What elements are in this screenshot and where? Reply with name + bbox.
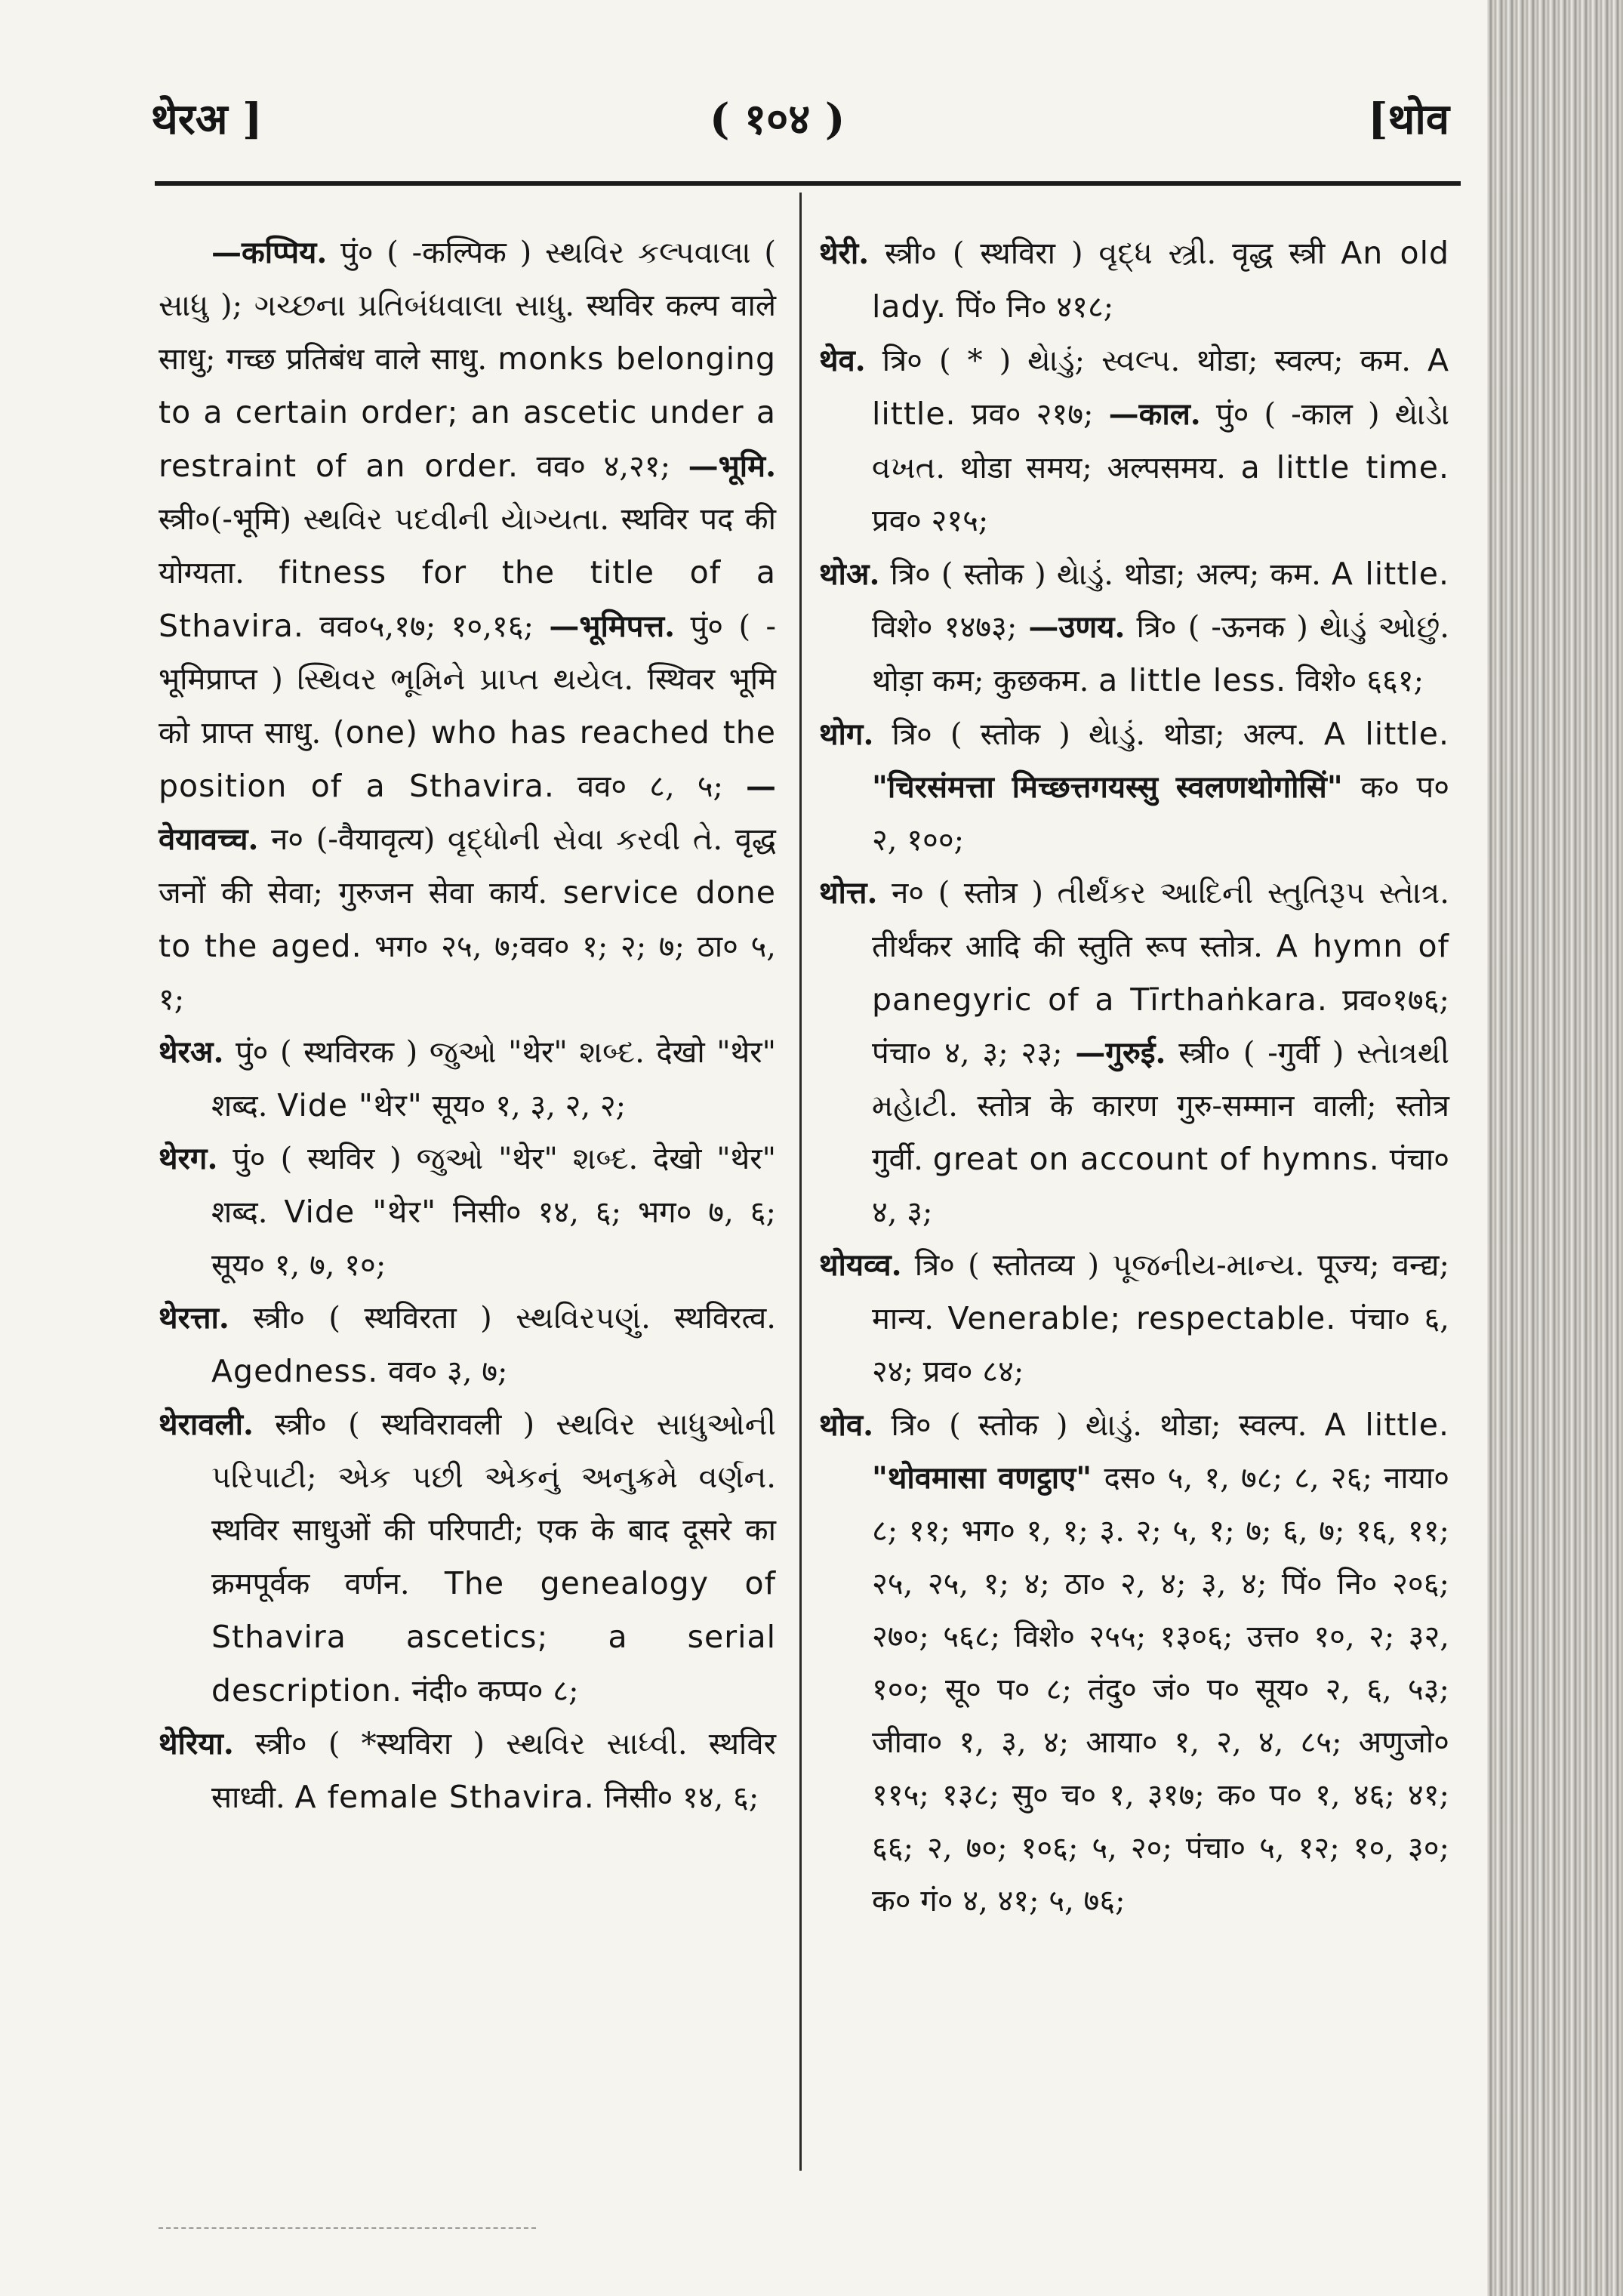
entry-references: विशे० १४७३; <box>872 610 1029 645</box>
sub-headword: —काल. <box>1108 396 1201 432</box>
entry-references: नंदी० कप्प० ८; <box>402 1674 579 1709</box>
entry-definition: त्रि० ( स्तोतव्य ) પૂજનીય-માન્ય. पूज्य; वन्द्य; मान्य. <box>872 1248 1449 1336</box>
entry-references: पिं० नि० ४१८; <box>947 290 1114 325</box>
dictionary-entry <box>819 867 1449 1239</box>
entry-headword: थोयव्व. <box>819 1247 902 1283</box>
sub-references: वव०५,१७; १०,१६; <box>303 609 550 644</box>
entry-english: Venerable; respectable. <box>947 1300 1337 1336</box>
sub-headword: —वेयावच्च. <box>159 769 776 857</box>
dictionary-entry <box>819 707 1449 867</box>
entry-references: प्रव०१७६; पंचा० ४, ३; २३; <box>872 983 1449 1071</box>
sub-definition: स्त्री०(-भूमि) સ્થવિર પદવીની યેાગ્યતા. स्थविर पद की योग्यता. <box>159 502 776 590</box>
entry-english: monks belonging to a certain order; an ascetic under a restraint of an order. <box>159 341 776 484</box>
entry-quotation: "थोवमासा वणट्ठाए" <box>872 1460 1104 1496</box>
entry-headword: थोग. <box>819 717 874 752</box>
entry-references: वव० ३, ७; <box>378 1354 508 1389</box>
column-divider <box>799 193 802 2171</box>
entry-references: दस० ५, १, ७८; ८, २६; नाया० ८; ११; भग० १, १; ३. २; ५, १; ७; ६, ७; १६, ११; २५, २५, १; ४; ठा० २, ४; ३, ४; पिं० नि० २०६; २७०; ५६८; विशे० २५५; १३०६; उत्त० १०, २; ३२, १००; सू० प० ८; तंदु० जं० प० सूय० २, ६, ५३; जीवा० १, ३, ४; आया० १, २, ४, ८५; अणुजो० ११५; १३८; सु० च० १, ३१७; क० प० १, ४६; ४१; ६६; २, ७०; १०६; ५, २०; पंचा० ५, १२; १०, ३०; क० गं० ४, ४१; ५, ७६; <box>872 1461 1449 1918</box>
sub-definition: न० (-वैयावृत्य) વૃદ્ધોની સેવા કરવી તે. वृद्ध जनों की सेवा; गुरुजन सेवा कार्य. <box>159 822 776 911</box>
entry-references: निसी० १४, ६; भग० ७, ६; सूय० १, ७, १०; <box>211 1195 776 1283</box>
sub-headword: —भूमि. <box>688 448 776 484</box>
entry-references: प्रव० २१७; <box>956 397 1109 432</box>
entry-headword: थेरिया. <box>159 1726 234 1761</box>
page-header <box>151 89 1449 165</box>
entry-headword: थेरत्ता. <box>159 1300 229 1336</box>
entry-english: A little. <box>872 342 1449 432</box>
entry-headword: थेव. <box>819 343 866 378</box>
entry-references: वव० ४,२१; <box>519 449 688 484</box>
entry-english: Agedness. <box>211 1353 379 1389</box>
left-column <box>159 227 776 1824</box>
sub-english: service done to the aged. <box>159 874 776 964</box>
entry-references: पंचा० ६, २४; प्रव० ८४; <box>872 1302 1449 1389</box>
header-left-guide-word: थेरअ ] <box>151 94 263 144</box>
entry-definition: स्त्री० ( स्थविरा ) વૃદ્ધ સ્ત્રી. वृद्ध स्त्री <box>869 236 1341 271</box>
book-spine-shadow <box>1487 0 1623 2296</box>
entry-references: क० प० २, १००; <box>872 770 1449 858</box>
entry-definition: स्त्री० ( स्थविरावली ) સ્થવિર સાધુઓની પરિપાટી; એક પછી એકનું અનુક્રમે વર્ણન. स्थविर साधुओं की परिपाटी; एक के बाद दूसरे का क्रमपूर्वक वर्णन. <box>211 1407 776 1601</box>
sub-english: a little less. <box>1098 662 1287 698</box>
entry-definition: न० ( स्तोत्र ) તીર્થંકર આદિની સ્તુતિરૂપ સ્તેાત્ર. तीर्थंकर आदि की स्तुति रूप स्तोत्र. <box>872 876 1449 964</box>
entry-headword: थेरी. <box>819 236 870 271</box>
entry-quotation: "चिरसंमत्ता मिच्छत्तगयस्सु स्वलणथोगोसिं" <box>872 769 1361 805</box>
dictionary-entry <box>159 1398 776 1718</box>
entry-headword: थेरावली. <box>159 1407 254 1442</box>
header-right-guide-word: [थोव <box>1368 94 1449 144</box>
entry-headword: थेरग. <box>159 1141 218 1176</box>
sub-references: प्रव० २१५; <box>872 504 989 538</box>
sub-english: a little time. <box>1240 449 1450 485</box>
entry-english: A hymn of panegyric of a Tīrthaṅkara. <box>872 928 1449 1018</box>
sub-headword: —भूमिपत्त. <box>549 609 676 644</box>
entry-english: A little. <box>1323 716 1449 752</box>
entry-definition: त्रि० ( स्तोक ) થેાડું. थोडा; अल्प. <box>873 717 1324 752</box>
entry-headword: थोव. <box>819 1407 874 1443</box>
sub-definition: पुं० ( -काल ) થેાડેા વખત. थोडा समय; अल्पसमय. <box>872 397 1449 485</box>
entry-definition: त्रि० ( स्तोक ) થેાડું. थोडा; स्वल्प. <box>873 1408 1325 1443</box>
entry-english: Vide "थेर" <box>284 1194 437 1230</box>
header-rule <box>155 181 1461 186</box>
sub-english: great on account of hymns. <box>932 1141 1380 1177</box>
entry-headword: थोत्त. <box>819 875 878 911</box>
entry-references: निसी० १४, ६; <box>594 1780 759 1815</box>
sub-references: वव० ८, ५; <box>554 769 746 804</box>
dictionary-entry <box>159 1026 776 1133</box>
entry-english: An old lady. <box>872 235 1449 325</box>
sub-definition: पुं० ( -भूमिप्राप्त ) સ્થિવર ભૂમિને પ્રાપ્ત થયેલ. स्थिवर भूमि को प्राप्त साधु. <box>159 609 776 750</box>
sub-definition: त्रि० ( -ऊनक ) થેાડું ઓછું. थोड़ा कम; कुछकम. <box>872 610 1449 698</box>
entry-definition: त्रि० ( स्तोक ) થેાડું. थोडा; अल्प; कम. <box>879 557 1332 592</box>
dictionary-entry <box>819 547 1449 707</box>
entry-definition: पुं० ( स्थविर ) જુઓ "थेर" શબ્દ. देखो "थेर" शब्द. <box>211 1142 776 1230</box>
entry-english: A little. <box>1324 1407 1449 1443</box>
dictionary-entry <box>159 227 776 1026</box>
entry-definition: त्रि० ( * ) થેાડું; સ્વલ્પ. थोडा; स्वल्प; कम. <box>865 344 1427 378</box>
sub-headword: —गुरुई. <box>1075 1035 1166 1071</box>
sub-references: भग० २५, ७;वव० १; २; ७; ठा० ५, १; <box>159 929 776 1017</box>
dictionary-entry <box>819 1239 1449 1398</box>
entry-english: The genealogy of Sthavira ascetics; a serial description. <box>211 1565 777 1709</box>
dictionary-entry <box>819 334 1449 547</box>
dictionary-entry <box>159 1133 776 1292</box>
entry-english: Vide "थेर" <box>277 1087 423 1123</box>
dictionary-entry <box>819 1398 1449 1928</box>
dictionary-entry <box>159 1718 776 1824</box>
sub-headword: —उणय. <box>1028 609 1126 645</box>
sub-references: विशे० ६६१; <box>1286 664 1424 698</box>
page-number: ( १०४ ) <box>710 94 845 144</box>
entry-definition: स्त्री० ( स्थविरता ) સ્થવિરપણું. स्थविरत्व. <box>229 1301 776 1336</box>
entry-english: A little. <box>1331 556 1449 592</box>
footer-dotted-line <box>159 2227 536 2230</box>
entry-headword: थेरअ. <box>159 1034 224 1070</box>
sub-definition: स्त्री० ( -गुर्वी ) સ્તેાત્રથી મહેાટી. स्तोत्र के कारण गुरु-सम्मान वाली; स्तोत्र गुर्वी. <box>872 1036 1450 1177</box>
sub-references: पंचा० ४, ३; <box>872 1142 1449 1230</box>
entry-references: सूय० १, ३, २, २; <box>422 1089 627 1123</box>
entry-headword: थोअ. <box>819 556 880 592</box>
right-column <box>819 227 1449 1928</box>
dictionary-entry <box>159 1292 776 1398</box>
sub-english: (one) who has reached the position of a Sthavira. <box>159 714 776 804</box>
entry-headword: —कप्पिय. <box>211 235 328 270</box>
sub-english: fitness for the title of a Sthavira. <box>159 554 776 644</box>
entry-definition: स्त्री० ( *स्थविरा ) સ્થવિર સાધ્વી. स्थविर साध्वी. <box>211 1727 776 1815</box>
entry-definition: पुं० ( -कल्पिक ) સ્થવિર કલ્પવાલા ( સાધુ ); ગચ્છના પ્રતિબંધવાલા સાધુ. स्थविर कल्प वाले साधु; गच्छ प्रतिबंध वाले साधु. <box>159 236 776 377</box>
entry-definition: पुं० ( स्थविरक ) જુઓ "थेर" શબ્દ. देखो "थेर" शब्द. <box>211 1035 776 1123</box>
entry-english: A female Sthavira. <box>294 1779 595 1815</box>
dictionary-entry <box>819 227 1449 334</box>
